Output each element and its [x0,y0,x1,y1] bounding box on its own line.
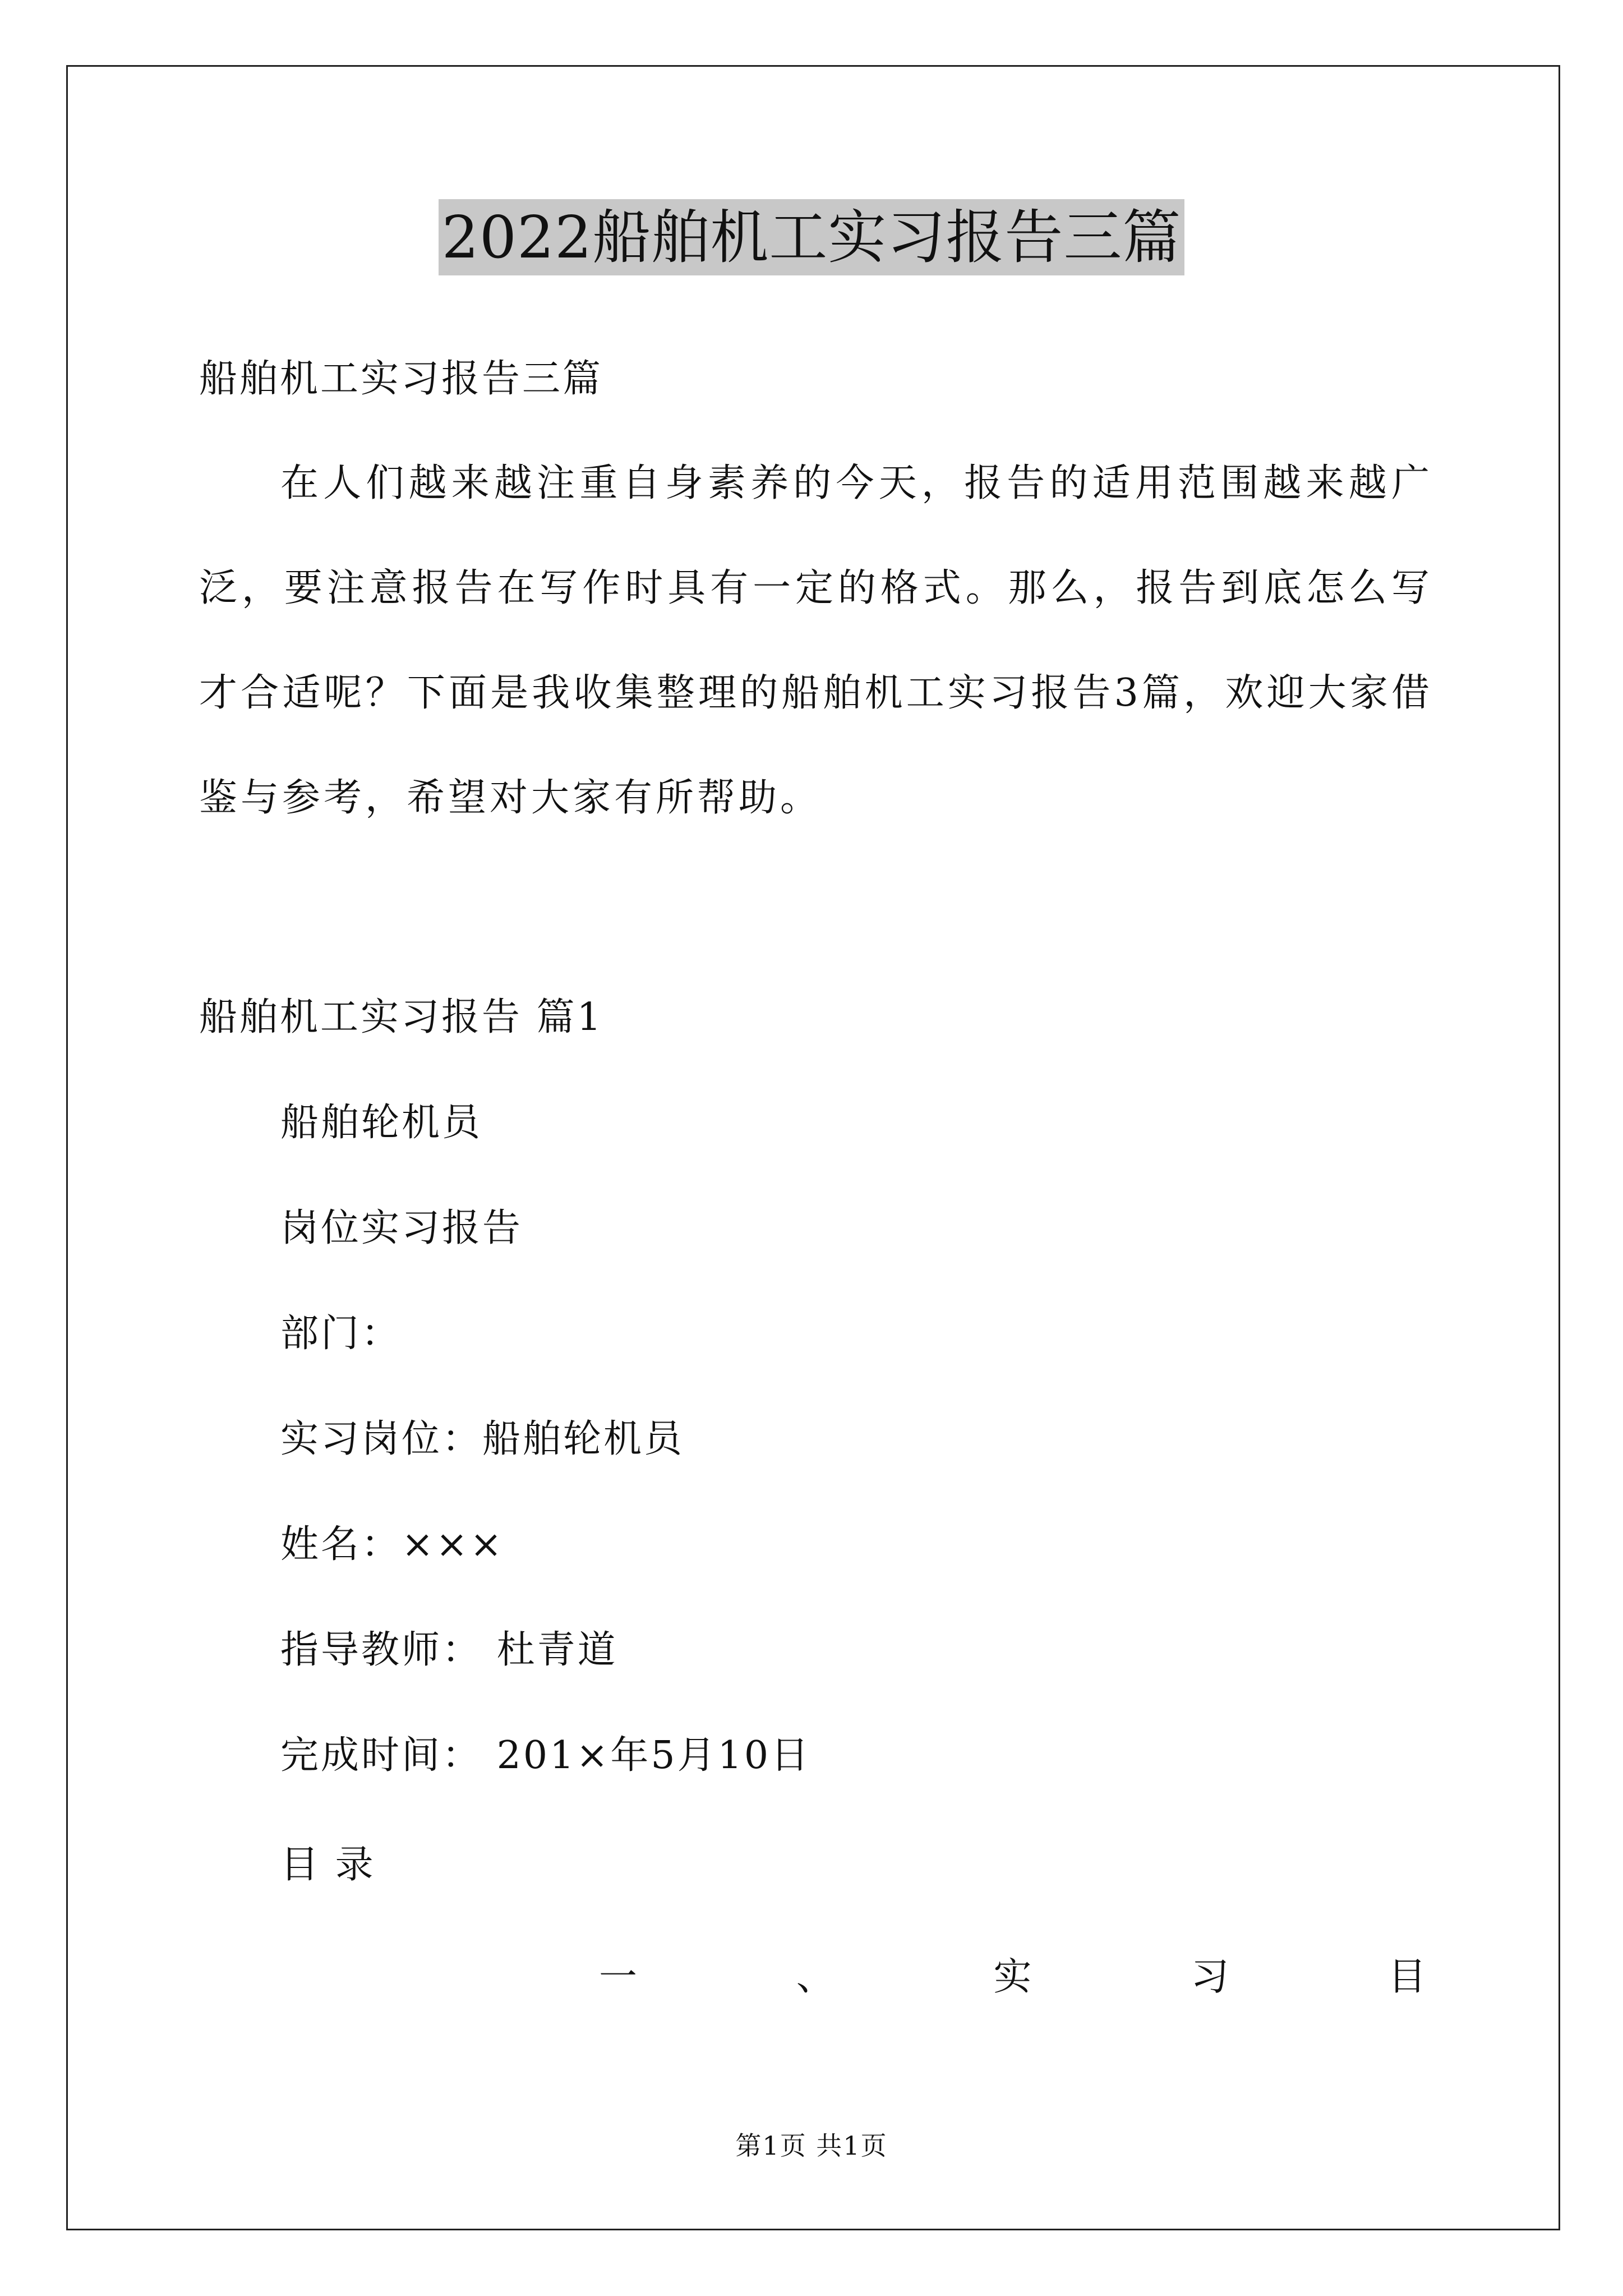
intro-paragraph [199,431,1433,850]
toc-char-1: 一 [599,1955,638,1999]
document-title-container [0,199,1623,275]
cover-line-name: 姓名：××× [280,1522,504,1567]
document-title: 2022船舶机工实习报告三篇 [439,199,1185,275]
section-heading: 船舶机工实习报告 篇1 [199,995,603,1039]
cover-line-position: 船舶轮机员 [280,1101,483,1145]
page-footer: 第1页 共1页 [735,2131,888,2161]
toc-char-5: 目 [1387,1955,1426,1999]
toc-first-entry [599,1955,1426,2000]
cover-line-completion-date: 完成时间： 201×年5月10日 [280,1733,811,1778]
toc-char-3: 实 [993,1955,1032,1999]
toc-char-2: 、 [796,1955,834,1999]
cover-line-department: 部门： [280,1312,402,1356]
cover-line-supervisor: 指导教师： 杜青道 [280,1628,618,1672]
intro-text: 在人们越来越注重自身素养的今天，报告的适用范围越来越广泛，要注意报告在写作时具有一定的格式。那么，报告到底怎么写才合适呢？下面是我收集整理的船舶机工实习报告3篇，欢迎大家借鉴与参考，希望对大家有所帮助。 [199,461,1433,820]
document-subtitle: 船舶机工实习报告三篇 [199,357,603,401]
toc-char-4: 习 [1191,1955,1229,1999]
toc-heading: 目 录 [280,1843,376,1887]
cover-line-internship-post: 实习岗位：船舶轮机员 [280,1417,685,1461]
cover-line-report-type: 岗位实习报告 [280,1206,523,1250]
